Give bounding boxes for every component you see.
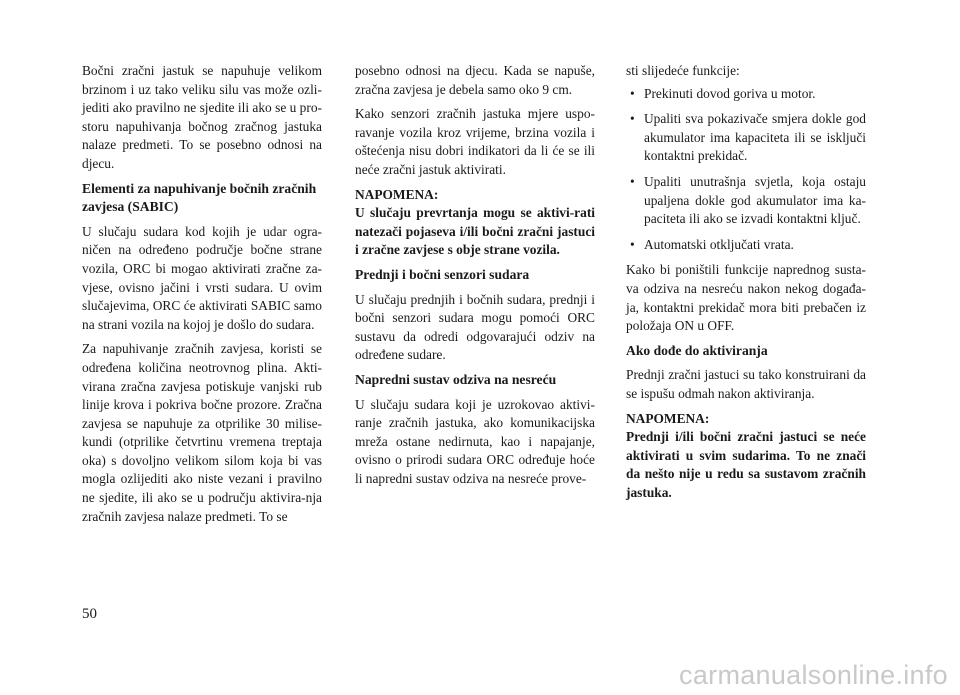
paragraph: Za napuhivanje zračnih zavjesa, koristi se određena količina neotrovnog plina. Akti-virana zračna zavjesa potiskuje vanjski rub linije krova i pokriva bočne prozore. Zračna zavjesa se napuhuje za otprilike 30 milise-kundi (otprilike četvrtinu vremena treptaja oka) s dovoljno velikom silom koja bi vas mogla ozlijediti ako niste vezani i pravilno ne sjedite, ili ako se u području aktivira-nja zračnih zavjesa nalaze predmeti. To se xyxy=(82,341,322,524)
bullet-icon: • xyxy=(630,173,635,189)
column-1 xyxy=(82,62,322,532)
list-item-text: Upaliti unutrašnja svjetla, koja ostaju upaljena dokle god akumulator ima ka-paciteta ili ako se izvadi kontaktni ključ. xyxy=(644,173,866,227)
paragraph: Bočni zračni jastuk se napuhuje velikom brzinom i uz tako veliku silu vas može ozli-jediti ako pravilno ne sjedite ili ako se u pro-storu napuhivanja bočnog zračnog jastuka nalaze predmeti. To se posebno odnosi na djecu. xyxy=(82,63,322,171)
section-heading: Elementi za napuhivanje bočnih zračnih zavjesa (SABIC) xyxy=(82,180,317,215)
list-item-text: Prekinuti dovod goriva u motor. xyxy=(644,85,816,101)
list-item-text: Upaliti sva pokazivače smjera dokle god akumulator ima kapaciteta ili se isključi kontaktni prekidač. xyxy=(644,111,866,164)
list-item xyxy=(626,173,866,229)
note-text: U slučaju prevrtanja mogu se aktivi-rati natezači pojaseva i/ili bočni zračni jastuci i zračne zavjese s obje strane vozila. xyxy=(355,205,595,258)
paragraph: posebno odnosi na djecu. Kada se napuše, zračna zavjesa je debela samo oko 9 cm. xyxy=(355,63,595,97)
note-label: NAPOMENA: xyxy=(626,410,710,426)
bullet-list xyxy=(626,85,866,255)
bullet-icon: • xyxy=(630,85,635,101)
paragraph: sti slijedeće funkcije: xyxy=(626,63,740,78)
column-2 xyxy=(355,62,595,494)
section-heading: Prednji i bočni senzori sudara xyxy=(355,266,530,282)
bullet-icon: • xyxy=(630,236,635,252)
section-heading: Napredni sustav odziva na nesreću xyxy=(355,371,557,387)
list-item-text: Automatski otključati vrata. xyxy=(644,236,794,252)
watermark: carmanualsonline.info xyxy=(679,660,948,690)
bullet-icon: • xyxy=(630,111,635,127)
page-number: 50 xyxy=(82,606,97,622)
list-item xyxy=(626,110,866,166)
paragraph: Kako senzori zračnih jastuka mjere uspo-ravanje vozila kroz vrijeme, brzina vozila i oštećenja nisu dobri indikatori da li će se ili neće zračni jastuk aktivirati. xyxy=(355,106,595,177)
paragraph: U slučaju sudara koji je uzrokovao aktivi-ranje zračnih jastuka, ako komunikacijska mreža ostane nedirnuta, kao i napajanje, ovisno o prirodi sudara ORC određuje hoće li napredni sustav odziva na nesreće prove- xyxy=(355,396,595,486)
paragraph: U slučaju sudara kod kojih je udar ogra-ničen na određeno područje bočne strane vozila, ORC bi mogao aktivirati zračne za-vjese, ovisno jačini i vrsti sudara. U ovim slučajevima, ORC će aktivirati SABIC samo na strani vozila na kojoj je došlo do sudara. xyxy=(82,223,322,332)
paragraph: Kako bi poništili funkcije naprednog susta-va odziva na nesreću nakon nekog događa-ja, kontaktni prekidač mora biti prebačen iz položaja ON u OFF. xyxy=(626,262,866,334)
list-item xyxy=(626,236,866,255)
list-item xyxy=(626,85,866,104)
paragraph: Prednji zračni jastuci su tako konstruirani da se ispušu odmah nakon aktiviranja. xyxy=(626,367,866,401)
column-3 xyxy=(626,62,866,508)
paragraph: U slučaju prednjih i bočnih sudara, prednji i bočni senzori sudara mogu pomoći ORC sustavu da odredi odgovarajući odziv na određene sudare. xyxy=(355,291,595,363)
section-heading: Ako dođe do aktiviranja xyxy=(626,342,768,358)
note-label: NAPOMENA: xyxy=(355,186,439,202)
note-text: Prednji i/ili bočni zračni jastuci se neće aktivirati u svim sudarima. To ne znači da nešto nije u redu sa sustavom zračnih jastuka. xyxy=(626,429,866,500)
